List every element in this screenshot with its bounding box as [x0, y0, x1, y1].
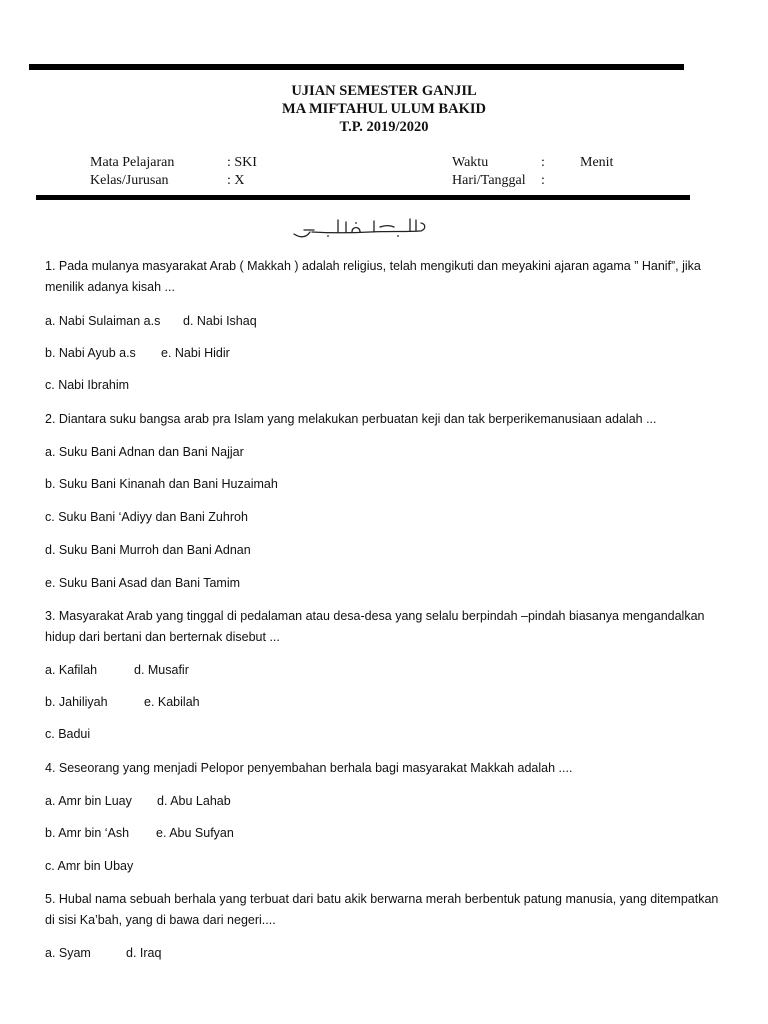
q3-option-d: d. Musafir	[134, 663, 189, 677]
academic-year: T.P. 2019/2020	[339, 119, 429, 135]
q4-option-e: e. Abu Sufyan	[156, 826, 234, 840]
q3-option-c: c. Badui	[45, 727, 91, 741]
class-label: Kelas/Jurusan	[90, 173, 169, 188]
question-1-text: 1. Pada mulanya masyarakat Arab ( Makkah ) adalah religius, telah mengikuti dan meyakini ajaran agama ” Hanif”, jika menilik adanya kisah ...	[45, 259, 701, 294]
q3-option-e: e. Kabilah	[144, 695, 200, 709]
exam-title: UJIAN SEMESTER GANJIL	[291, 83, 477, 99]
school-name: MA MIFTAHUL ULUM BAKID	[282, 101, 486, 117]
time-colon: :	[541, 155, 545, 170]
q1-option-c: c. Nabi Ibrahim	[45, 378, 130, 392]
header-top-rule	[29, 64, 684, 70]
q3-option-a: a. Kafilah	[45, 663, 98, 677]
class-value: : X	[227, 173, 245, 188]
header-bottom-rule	[36, 195, 690, 200]
q4-option-b: b. Amr bin ‘Ash	[45, 826, 130, 840]
date-colon: :	[541, 173, 545, 188]
q1-option-a: a. Nabi Sulaiman a.s	[45, 314, 161, 328]
question-5-text: 5. Hubal nama sebuah berhala yang terbuat dari batu akik berwarna merah berbentuk patung manusia, yang ditempatkan di sisi Ka’bah, yang di bawa dari negeri....	[45, 892, 719, 927]
q1-option-d: d. Nabi Ishaq	[183, 314, 257, 328]
q2-option-b: b. Suku Bani Kinanah dan Bani Huzaimah	[45, 477, 278, 491]
q5-option-d: d. Iraq	[126, 946, 162, 960]
time-label: Waktu	[452, 155, 489, 170]
q2-option-d: d. Suku Bani Murroh dan Bani Adnan	[45, 543, 251, 557]
q2-option-a: a. Suku Bani Adnan dan Bani Najjar	[45, 445, 244, 459]
q5-option-a: a. Syam	[45, 946, 91, 960]
q4-option-d: d. Abu Lahab	[157, 794, 231, 808]
question-2-text: 2. Diantara suku bangsa arab pra Islam yang melakukan perbuatan keji dan tak berperikemanusiaan adalah ...	[45, 412, 657, 426]
q2-option-c: c. Suku Bani ‘Adiyy dan Bani Zuhroh	[45, 510, 248, 524]
q2-option-e: e. Suku Bani Asad dan Bani Tamim	[45, 576, 241, 590]
q4-option-c: c. Amr bin Ubay	[45, 859, 134, 873]
basmalah-calligraphy	[290, 212, 430, 240]
question-3-text: 3. Masyarakat Arab yang tinggal di pedalaman atau desa-desa yang selalu berpindah –pindah biasanya mengandalkan hidup dari bertani dan berternak disebut ...	[45, 609, 705, 644]
q3-option-b: b. Jahiliyah	[45, 695, 108, 709]
subject-value: : SKI	[227, 155, 257, 170]
q4-option-a: a. Amr bin Luay	[45, 794, 132, 808]
question-4-text: 4. Seseorang yang menjadi Pelopor penyembahan berhala bagi masyarakat Makkah adalah ....	[45, 761, 573, 775]
subject-label: Mata Pelajaran	[90, 155, 175, 170]
q1-option-e: e. Nabi Hidir	[161, 346, 230, 360]
q1-option-b: b. Nabi Ayub a.s	[45, 346, 136, 360]
time-unit: Menit	[580, 155, 614, 170]
date-label: Hari/Tanggal	[452, 173, 526, 188]
